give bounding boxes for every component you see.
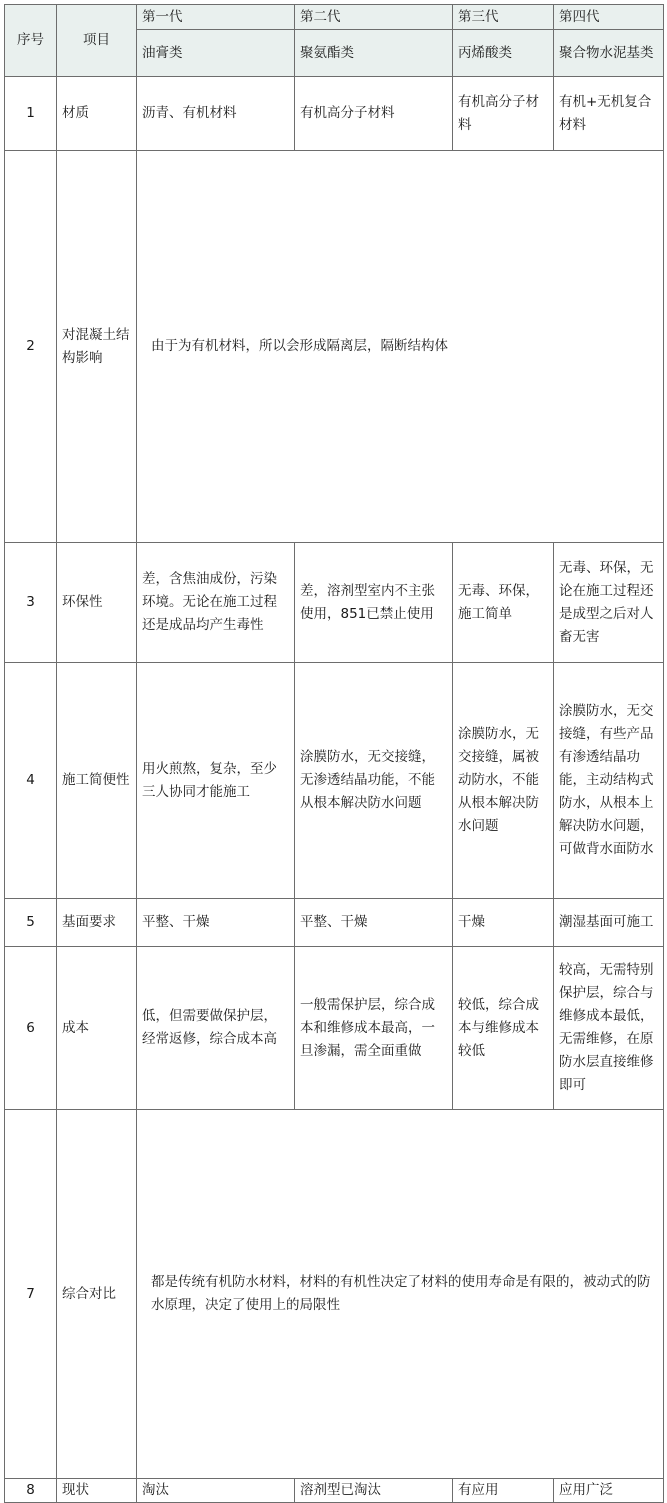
row-no: 6 bbox=[5, 947, 57, 1110]
cell: 较高，无需特别保护层，综合与维修成本最低，无需维修，在原防水层直接维修即可 bbox=[554, 947, 664, 1110]
table-row bbox=[5, 151, 664, 543]
row-item: 施工简便性 bbox=[57, 663, 137, 899]
header-gen-4: 第四代 bbox=[554, 5, 664, 30]
row-item: 材质 bbox=[57, 77, 137, 151]
cell: 有机+无机复合材料 bbox=[554, 77, 664, 151]
cell: 溶剂型已淘汰 bbox=[295, 1479, 453, 1503]
row-no: 5 bbox=[5, 899, 57, 947]
cell: 潮湿基面可施工 bbox=[554, 899, 664, 947]
row-no: 1 bbox=[5, 77, 57, 151]
cell: 涂膜防水，无交接缝，属被动防水，不能从根本解决防水问题 bbox=[453, 663, 554, 899]
row-no: 3 bbox=[5, 543, 57, 663]
cell: 平整、干燥 bbox=[137, 899, 295, 947]
comparison-table bbox=[4, 4, 664, 1503]
header-row-generation bbox=[5, 5, 664, 30]
cell: 差，含焦油成份，污染环境。无论在施工过程还是成品均产生毒性 bbox=[137, 543, 295, 663]
cell: 有机高分子材料 bbox=[453, 77, 554, 151]
table-row bbox=[5, 663, 664, 899]
row-no: 2 bbox=[5, 151, 57, 543]
header-type-4: 聚合物水泥基类 bbox=[554, 30, 664, 77]
row-item: 成本 bbox=[57, 947, 137, 1110]
header-gen-3: 第三代 bbox=[453, 5, 554, 30]
cell: 涂膜防水，无交接缝，无渗透结晶功能，不能从根本解决防水问题 bbox=[295, 663, 453, 899]
table-row bbox=[5, 1110, 664, 1479]
header-type-1: 油膏类 bbox=[137, 30, 295, 77]
cell: 较低，综合成本与维修成本较低 bbox=[453, 947, 554, 1110]
merged-cell: 都是传统有机防水材料，材料的有机性决定了材料的使用寿命是有限的，被动式的防水原理，决定了使用上的局限性 bbox=[137, 1110, 664, 1479]
header-gen-1: 第一代 bbox=[137, 5, 295, 30]
cell: 无毒、环保，施工简单 bbox=[453, 543, 554, 663]
header-type-2: 聚氨酯类 bbox=[295, 30, 453, 77]
cell: 有应用 bbox=[453, 1479, 554, 1503]
table-row bbox=[5, 543, 664, 663]
cell: 沥青、有机材料 bbox=[137, 77, 295, 151]
row-no: 4 bbox=[5, 663, 57, 899]
cell: 平整、干燥 bbox=[295, 899, 453, 947]
row-item: 现状 bbox=[57, 1479, 137, 1503]
row-no: 7 bbox=[5, 1110, 57, 1479]
table-row bbox=[5, 77, 664, 151]
cell: 差，溶剂型室内不主张使用，851已禁止使用 bbox=[295, 543, 453, 663]
header-item: 项目 bbox=[57, 5, 137, 77]
table-row bbox=[5, 947, 664, 1110]
cell: 无毒、环保，无论在施工过程还是成型之后对人畜无害 bbox=[554, 543, 664, 663]
row-item: 基面要求 bbox=[57, 899, 137, 947]
row-item: 环保性 bbox=[57, 543, 137, 663]
cell: 淘汰 bbox=[137, 1479, 295, 1503]
header-no: 序号 bbox=[5, 5, 57, 77]
table-row bbox=[5, 899, 664, 947]
header-gen-2: 第二代 bbox=[295, 5, 453, 30]
header-type-3: 丙烯酸类 bbox=[453, 30, 554, 77]
cell: 涂膜防水，无交接缝，有些产品有渗透结晶功能，主动结构式防水，从根本上解决防水问题，可做背水面防水 bbox=[554, 663, 664, 899]
cell: 有机高分子材料 bbox=[295, 77, 453, 151]
row-item: 对混凝土结构影响 bbox=[57, 151, 137, 543]
table-row bbox=[5, 1479, 664, 1503]
row-no: 8 bbox=[5, 1479, 57, 1503]
cell: 低，但需要做保护层，经常返修，综合成本高 bbox=[137, 947, 295, 1110]
cell: 应用广泛 bbox=[554, 1479, 664, 1503]
row-item: 综合对比 bbox=[57, 1110, 137, 1479]
cell: 干燥 bbox=[453, 899, 554, 947]
cell: 一般需保护层，综合成本和维修成本最高，一旦渗漏，需全面重做 bbox=[295, 947, 453, 1110]
merged-cell: 由于为有机材料，所以会形成隔离层，隔断结构体 bbox=[137, 151, 664, 543]
cell: 用火煎熬，复杂，至少三人协同才能施工 bbox=[137, 663, 295, 899]
